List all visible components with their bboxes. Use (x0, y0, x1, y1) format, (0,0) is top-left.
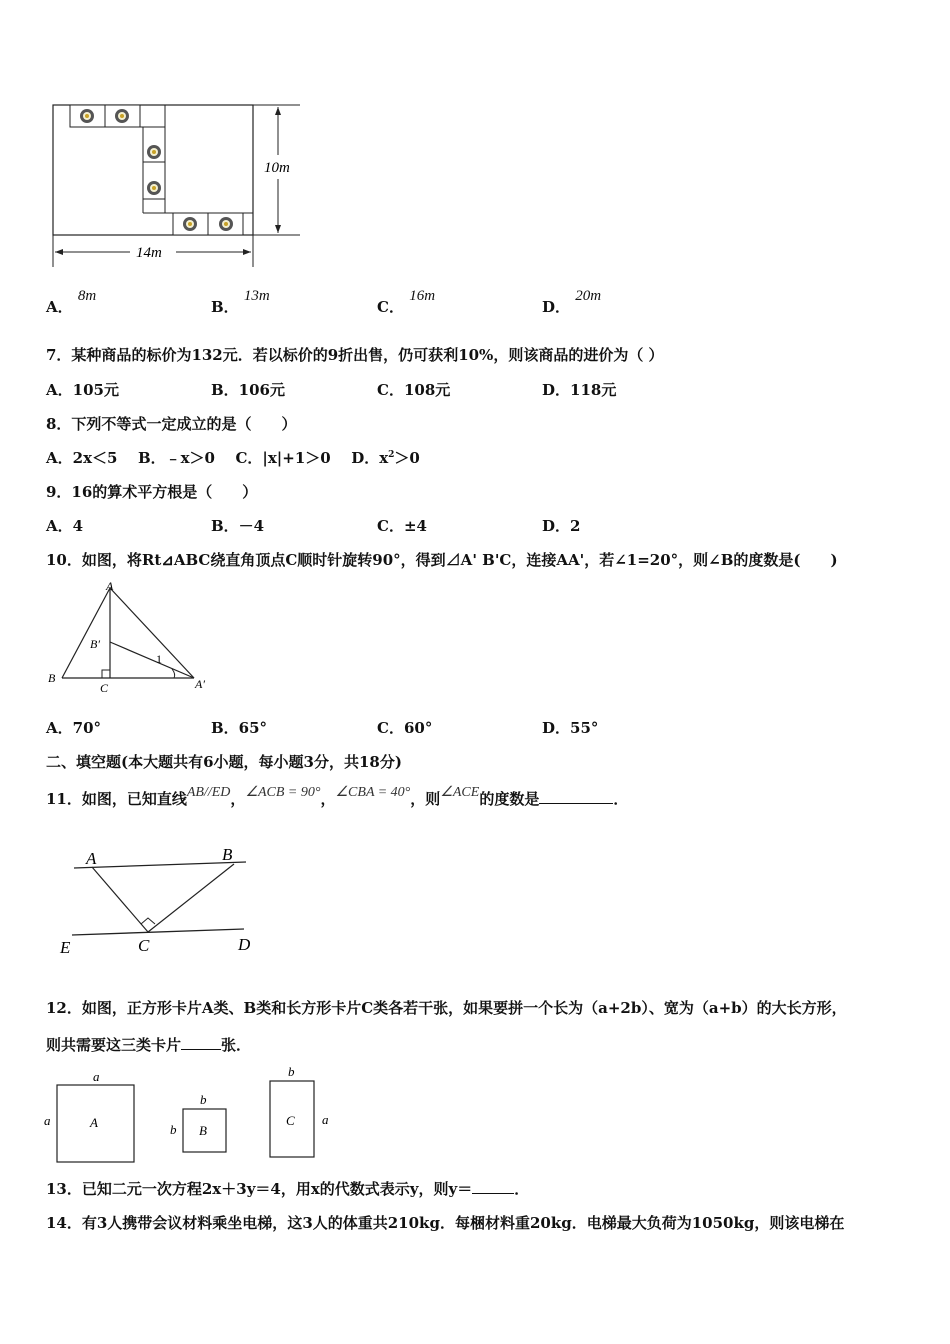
svg-text:b: b (288, 1064, 295, 1079)
point-b-label: B (222, 845, 233, 864)
q10-option-a: A．70° (46, 719, 102, 737)
q12-answer-blank[interactable] (181, 1035, 221, 1050)
q6-option-b: B． 13m (211, 288, 270, 316)
point-c-label: C (100, 681, 109, 695)
svg-text:a: a (93, 1069, 100, 1084)
svg-text:a: a (322, 1112, 329, 1127)
q8-option-d: D．$x^2>0$ (351, 449, 420, 467)
point-ap-label: A′ (195, 677, 205, 691)
svg-text:a: a (44, 1113, 51, 1128)
q14-stem: 14．有3人携带会议材料乘坐电梯，这3人的体重共210kg．每梱材料重20kg．电梯最大负荷为1050kg，则该电梯在 (46, 1214, 845, 1232)
q9-option-a: A．4 (46, 517, 84, 535)
q6-option-c: C． 16m (377, 288, 436, 316)
point-e-label: E (60, 938, 71, 957)
q8-options (46, 447, 420, 468)
q13-stem: 13．已知二元一次方程2x＋3y＝4，用x的代数式表示y，则y＝ ． (46, 1180, 530, 1198)
svg-text:B: B (199, 1123, 207, 1138)
width-label: 14m (136, 245, 162, 261)
q8-option-b: B．﹣x＞0 (137, 449, 215, 467)
svg-text:b: b (200, 1092, 207, 1107)
svg-text:A: A (90, 1115, 98, 1130)
q9-option-d: D．2 (542, 517, 581, 535)
svg-text:C: C (286, 1113, 295, 1128)
q9-option-b: B．－4 (211, 517, 265, 535)
flower-icon (147, 181, 161, 195)
point-a-label: A (106, 579, 114, 593)
q7-option-b: B．106元 (211, 381, 285, 399)
q7-option-c: C．108元 (377, 381, 451, 399)
flower-icon (147, 145, 161, 159)
q6-option-d: D． 20m (542, 288, 602, 316)
q13-answer-blank[interactable] (472, 1179, 514, 1194)
garden-figure (40, 95, 320, 275)
q10-option-c: C．60° (377, 719, 433, 737)
flower-icon (80, 109, 94, 123)
q9-option-c: C．±4 (377, 517, 427, 535)
flower-icon (219, 217, 233, 231)
point-bp-label: B′ (90, 637, 100, 651)
flower-icon (115, 109, 129, 123)
parallel-lines-figure (52, 840, 272, 965)
section-heading: 二、填空题(本大题共有6小题，每小题3分，共18分) (46, 753, 402, 771)
q8-option-a: A．2x＜5 (46, 449, 118, 467)
q9-stem: 9．16的算术平方根是（ ） (46, 483, 258, 501)
point-a-label: A (86, 849, 97, 868)
q10-stem: 10．如图，将Rt⊿ABC绕直角顶点C顺时针旋转90°，得到⊿A' B'C，连接AA'，若∠1=20°，则∠B的度数是( ) (46, 551, 838, 569)
point-d-label: D (238, 935, 251, 954)
q7-option-d: D．118元 (542, 381, 617, 399)
q8-option-c: C．|x|+1＞0 (235, 449, 331, 467)
svg-text:b: b (170, 1122, 177, 1137)
angle-1-label: 1 (156, 652, 162, 666)
q6-option-a: A． 8m (46, 288, 97, 316)
q8-stem: 8．下列不等式一定成立的是（ ） (46, 415, 297, 433)
q12-stem-line2: 则共需要这三类卡片 张． (46, 1036, 252, 1054)
point-c-label: C (138, 936, 150, 955)
triangle-figure (42, 578, 222, 698)
q12-stem-line1: 12．如图，正方形卡片A类、B类和长方形卡片C类各若干张，如果要拼一个长为（a+2b）、宽为（a+b）的大长方形， (46, 999, 847, 1017)
q10-option-d: D．55° (542, 719, 599, 737)
q7-option-a: A．105元 (46, 381, 119, 399)
point-b-label: B (48, 671, 56, 685)
q11-answer-blank[interactable] (539, 789, 613, 804)
q10-option-b: B．65° (211, 719, 268, 737)
flower-icon (183, 217, 197, 231)
cards-figure (40, 1063, 350, 1168)
height-label: 10m (264, 160, 290, 176)
q11-stem: 11．如图，已知直线AB//ED，∠ACB = 90°，∠CBA = 40°，则∠ACE的度数是 ． (46, 785, 629, 808)
q7-stem: 7．某种商品的标价为132元．若以标价的9折出售，仍可获利10%，则该商品的进价为（ ） (46, 346, 664, 364)
